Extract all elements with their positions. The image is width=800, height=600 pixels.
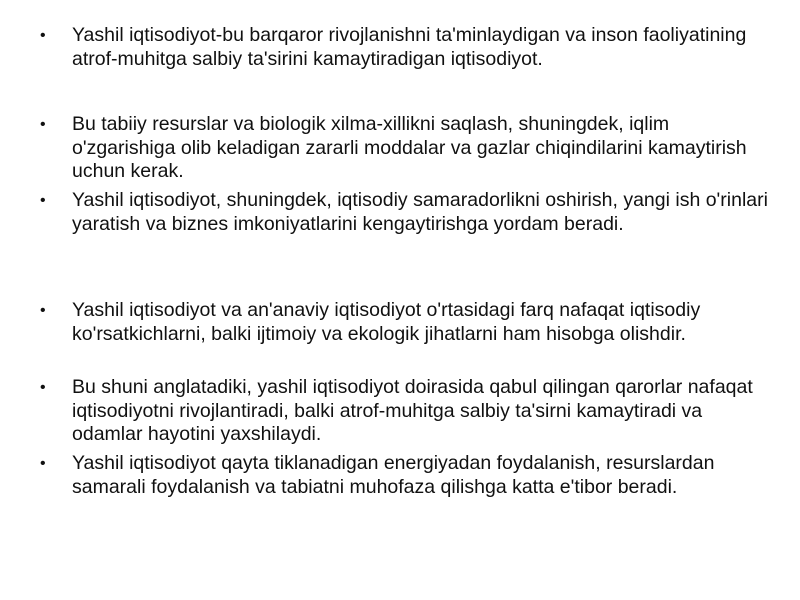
bullet-item (40, 299, 770, 346)
bullet-item (40, 189, 770, 236)
bullet-text: Yashil iqtisodiyot-bu barqaror rivojlanishni ta'minlaydigan va inson faoliyatining atrof-muhitga salbiy ta'sirini kamaytiradigan iqtisodiyot. (72, 24, 747, 70)
bullet-icon: • (40, 302, 46, 319)
bullet-item (40, 24, 770, 71)
bullet-icon: • (40, 192, 46, 209)
bullet-text: Yashil iqtisodiyot qayta tiklanadigan energiyadan foydalanish, resurslardan samarali foydalanish va tabiatni muhofaza qilishga katta e'tibor beradi. (72, 452, 715, 498)
bullet-item (40, 376, 770, 447)
bullet-icon: • (40, 379, 46, 396)
bullet-icon: • (40, 455, 46, 472)
bullet-icon: • (40, 27, 46, 44)
bullet-icon: • (40, 116, 46, 133)
bullet-text: Bu shuni anglatadiki, yashil iqtisodiyot doirasida qabul qilingan qarorlar nafaqat iqtisodiyotni rivojlantiradi, balki atrof-muhitga salbiy ta'sirni kamaytiradi va odamlar hayotini yaxshilaydi. (72, 376, 753, 445)
bullet-text: Yashil iqtisodiyot, shuningdek, iqtisodiy samaradorlikni oshirish, yangi ish o'rinlari yaratish va biznes imkoniyatlarini kengaytirishga yordam beradi. (72, 189, 768, 235)
bullet-item (40, 113, 770, 184)
bullet-text: Bu tabiiy resurslar va biologik xilma-xillikni saqlash, shuningdek, iqlim o'zgarishiga olib keladigan zararli moddalar va gazlar chiqindilarini kamaytirish uchun kerak. (72, 113, 747, 182)
bullet-item (40, 452, 770, 499)
bullet-text: Yashil iqtisodiyot va an'anaviy iqtisodiyot o'rtasidagi farq nafaqat iqtisodiy ko'rsatkichlarni, balki ijtimoiy va ekologik jihatlarni ham hisobga olishdir. (72, 299, 701, 345)
